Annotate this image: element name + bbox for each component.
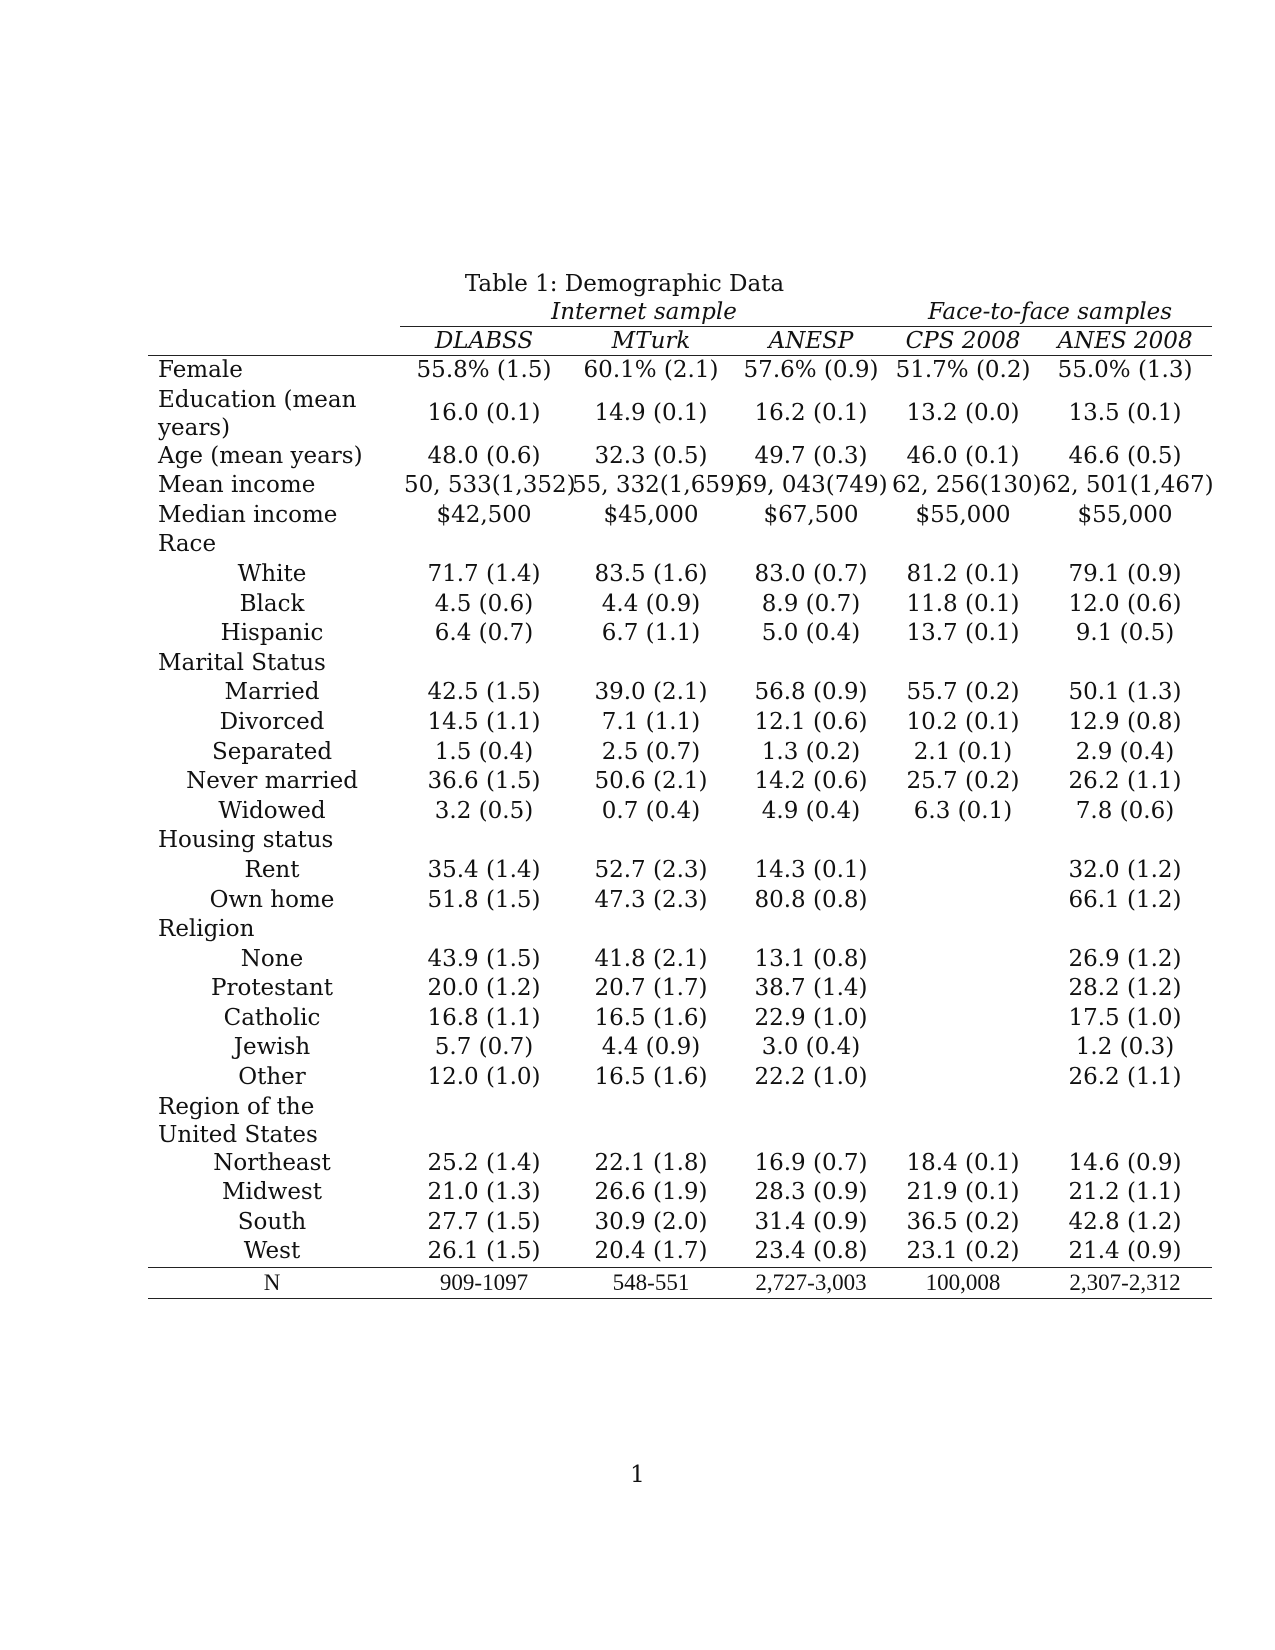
cell-anes-2008: 17.5 (1.0)	[1068, 1004, 1182, 1031]
row-label: Widowed	[218, 797, 326, 824]
cell-dlabss: 71.7 (1.4)	[427, 560, 541, 587]
cell-mturk: 7.1 (1.1)	[601, 708, 701, 735]
cell-anes-2008: 26.2 (1.1)	[1068, 768, 1182, 795]
cell-mturk: 20.7 (1.7)	[594, 975, 708, 1002]
table-row	[148, 1004, 1212, 1034]
cell-dlabss: 20.0 (1.2)	[427, 975, 541, 1002]
row-label: Female	[158, 357, 243, 383]
row-label: Northeast	[213, 1149, 331, 1176]
cell-anes-2008: 14.6 (0.9)	[1068, 1149, 1182, 1176]
table-row	[148, 1178, 1212, 1208]
cell-cps-2008: 18.4 (0.1)	[906, 1149, 1020, 1176]
cell-cps-2008	[888, 1063, 1038, 1093]
cell-anesp: 57.6% (0.9)	[743, 357, 879, 383]
cell-dlabss: 16.8 (1.1)	[427, 1004, 541, 1031]
cell-dlabss	[400, 1093, 568, 1149]
cell-mturk: 39.0 (2.1)	[594, 679, 708, 706]
cell-anesp	[734, 826, 888, 856]
row-label: None	[240, 945, 304, 972]
table-row	[148, 590, 1212, 620]
cell-cps-2008: 23.1 (0.2)	[906, 1238, 1020, 1265]
column-header-cps-2008: CPS 2008	[888, 327, 1038, 356]
cell-mturk: 548-551	[568, 1268, 734, 1299]
cell-cps-2008	[888, 1033, 1038, 1063]
row-label: Marital Status	[158, 649, 326, 676]
cell-anesp: 83.0 (0.7)	[754, 560, 868, 587]
cell-cps-2008: 2.1 (0.1)	[913, 738, 1013, 765]
row-label: Married	[224, 679, 320, 706]
cell-cps-2008	[888, 826, 1038, 856]
cell-anes-2008	[1038, 649, 1212, 679]
cell-cps-2008: 11.8 (0.1)	[906, 590, 1020, 617]
cell-anesp: 8.9 (0.7)	[761, 590, 861, 617]
cell-cps-2008: $55,000	[915, 501, 1011, 528]
cell-dlabss	[400, 915, 568, 945]
table-section-row	[148, 530, 1212, 560]
table-row	[148, 1149, 1212, 1179]
cell-anesp: 14.3 (0.1)	[754, 856, 868, 883]
column-header-anes-2008: ANES 2008	[1038, 327, 1212, 356]
cell-anesp: 14.2 (0.6)	[754, 768, 868, 795]
table-row	[148, 856, 1212, 886]
cell-cps-2008	[888, 1004, 1038, 1034]
cell-anes-2008	[1038, 915, 1212, 945]
table-section-row	[148, 1093, 1212, 1149]
cell-cps-2008	[888, 649, 1038, 679]
cell-anesp: 5.0 (0.4)	[761, 620, 861, 647]
cell-dlabss: 16.0 (0.1)	[427, 399, 541, 426]
group-header-internet: Internet sample	[400, 298, 888, 327]
cell-cps-2008: 36.5 (0.2)	[906, 1208, 1020, 1235]
row-label: Separated	[211, 738, 333, 765]
table-section-row	[148, 649, 1212, 679]
cell-anes-2008: 12.9 (0.8)	[1068, 708, 1182, 735]
cell-anes-2008: 1.2 (0.3)	[1075, 1034, 1175, 1061]
cell-anes-2008	[1038, 826, 1212, 856]
cell-anes-2008: 46.6 (0.5)	[1068, 442, 1182, 469]
cell-anes-2008: 2.9 (0.4)	[1075, 738, 1175, 765]
cell-mturk: 0.7 (0.4)	[601, 797, 701, 824]
cell-dlabss: 55.8% (1.5)	[416, 357, 552, 383]
cell-anesp: 4.9 (0.4)	[761, 797, 861, 824]
cell-anes-2008: 66.1 (1.2)	[1068, 886, 1182, 913]
cell-cps-2008	[888, 530, 1038, 560]
table-row	[148, 678, 1212, 708]
cell-mturk: 83.5 (1.6)	[594, 560, 708, 587]
row-label: Midwest	[222, 1179, 322, 1206]
table-row	[148, 708, 1212, 738]
cell-anes-2008: 79.1 (0.9)	[1068, 560, 1182, 587]
row-label: Jewish	[233, 1034, 311, 1061]
cell-cps-2008: 100,008	[888, 1268, 1038, 1299]
cell-anesp: 3.0 (0.4)	[761, 1034, 861, 1061]
cell-cps-2008: 55.7 (0.2)	[906, 679, 1020, 706]
cell-mturk: 4.4 (0.9)	[601, 590, 701, 617]
cell-dlabss: 36.6 (1.5)	[427, 768, 541, 795]
table-row	[148, 560, 1212, 590]
cell-anes-2008: 42.8 (1.2)	[1068, 1208, 1182, 1235]
row-label: Age (mean years)	[158, 442, 363, 469]
cell-anes-2008: 2,307-2,312	[1038, 1268, 1212, 1299]
cell-anesp: 23.4 (0.8)	[754, 1238, 868, 1265]
cell-mturk: 6.7 (1.1)	[601, 620, 701, 647]
table-row	[148, 1033, 1212, 1063]
cell-dlabss: 43.9 (1.5)	[427, 945, 541, 972]
table-row	[148, 386, 1212, 442]
cell-dlabss: 6.4 (0.7)	[434, 620, 534, 647]
cell-anes-2008: 26.9 (1.2)	[1068, 945, 1182, 972]
table-row	[148, 471, 1212, 501]
cell-cps-2008: 62, 256(130)	[892, 472, 1042, 499]
table-row	[148, 945, 1212, 975]
cell-mturk: $45,000	[603, 501, 699, 528]
row-label: Housing status	[158, 827, 334, 854]
cell-dlabss: 42.5 (1.5)	[427, 679, 541, 706]
table-row	[148, 1208, 1212, 1238]
table-body	[148, 356, 1212, 1299]
demographic-table	[148, 298, 1212, 1299]
cell-anesp: 49.7 (0.3)	[754, 442, 868, 469]
cell-mturk: 22.1 (1.8)	[594, 1149, 708, 1176]
row-label: Rent	[244, 856, 300, 883]
cell-anesp: $67,500	[763, 501, 859, 528]
group-header-blank	[148, 298, 400, 327]
cell-mturk: 2.5 (0.7)	[601, 738, 701, 765]
row-label: Never married	[186, 768, 358, 795]
cell-cps-2008: 46.0 (0.1)	[906, 442, 1020, 469]
cell-anesp	[734, 530, 888, 560]
cell-dlabss	[400, 530, 568, 560]
sample-size-row	[148, 1268, 1212, 1299]
cell-anes-2008: 62, 501(1,467)	[1042, 472, 1214, 499]
cell-anes-2008	[1038, 530, 1212, 560]
cell-anesp	[734, 1093, 888, 1149]
cell-anesp: 2,727-3,003	[734, 1268, 888, 1299]
table-section-row	[148, 826, 1212, 856]
table-caption-text: Table 1: Demographic Data	[464, 271, 785, 297]
cell-anesp: 22.2 (1.0)	[754, 1064, 868, 1091]
row-label: Race	[158, 531, 217, 558]
cell-anes-2008: 13.5 (0.1)	[1068, 399, 1182, 426]
cell-mturk: 41.8 (2.1)	[594, 945, 708, 972]
column-header-row	[148, 327, 1212, 356]
cell-dlabss	[400, 826, 568, 856]
cell-anesp: 38.7 (1.4)	[754, 975, 868, 1002]
row-label: Median income	[158, 501, 338, 528]
cell-cps-2008: 25.7 (0.2)	[906, 768, 1020, 795]
cell-cps-2008	[888, 974, 1038, 1004]
table-row	[148, 974, 1212, 1004]
cell-cps-2008	[888, 915, 1038, 945]
cell-anesp: 1.3 (0.2)	[761, 738, 861, 765]
cell-anes-2008: 28.2 (1.2)	[1068, 975, 1182, 1002]
cell-anes-2008: 50.1 (1.3)	[1068, 679, 1182, 706]
cell-mturk: 4.4 (0.9)	[601, 1034, 701, 1061]
table-row	[148, 797, 1212, 827]
cell-mturk	[568, 1093, 734, 1149]
column-header-blank	[148, 327, 400, 356]
cell-mturk: 60.1% (2.1)	[583, 357, 719, 383]
cell-anesp: 56.8 (0.9)	[754, 679, 868, 706]
cell-mturk	[568, 826, 734, 856]
row-label: White	[237, 560, 307, 587]
cell-anesp: 12.1 (0.6)	[754, 708, 868, 735]
cell-cps-2008	[888, 945, 1038, 975]
cell-dlabss: 48.0 (0.6)	[427, 442, 541, 469]
cell-anes-2008: 21.4 (0.9)	[1068, 1238, 1182, 1265]
cell-dlabss: 26.1 (1.5)	[427, 1238, 541, 1265]
cell-dlabss: 25.2 (1.4)	[427, 1149, 541, 1176]
cell-dlabss: 51.8 (1.5)	[427, 886, 541, 913]
page-number: 1	[630, 1462, 645, 1488]
cell-mturk: 16.5 (1.6)	[594, 1064, 708, 1091]
cell-mturk: 16.5 (1.6)	[594, 1004, 708, 1031]
cell-anes-2008: 55.0% (1.3)	[1057, 357, 1193, 383]
cell-mturk	[568, 649, 734, 679]
table-row	[148, 619, 1212, 649]
table-head	[148, 298, 1212, 356]
column-header-dlabss: DLABSS	[400, 327, 568, 356]
row-label: Other	[238, 1064, 306, 1091]
cell-anesp: 80.8 (0.8)	[754, 886, 868, 913]
cell-cps-2008: 10.2 (0.1)	[906, 708, 1020, 735]
cell-dlabss: 35.4 (1.4)	[427, 856, 541, 883]
row-label: Black	[239, 590, 305, 617]
cell-anes-2008: 7.8 (0.6)	[1075, 797, 1175, 824]
cell-mturk	[568, 915, 734, 945]
table-row	[148, 738, 1212, 768]
cell-anes-2008: 26.2 (1.1)	[1068, 1064, 1182, 1091]
table-row	[148, 886, 1212, 916]
cell-mturk: 30.9 (2.0)	[594, 1208, 708, 1235]
cell-dlabss: 12.0 (1.0)	[427, 1064, 541, 1091]
table-caption	[0, 270, 1275, 298]
group-header-face-to-face: Face-to-face samples	[888, 298, 1212, 327]
cell-mturk	[568, 530, 734, 560]
cell-dlabss: 27.7 (1.5)	[427, 1208, 541, 1235]
cell-anesp: 22.9 (1.0)	[754, 1004, 868, 1031]
cell-dlabss: 5.7 (0.7)	[434, 1034, 534, 1061]
cell-mturk: 52.7 (2.3)	[594, 856, 708, 883]
cell-anesp: 13.1 (0.8)	[754, 945, 868, 972]
cell-cps-2008: 21.9 (0.1)	[906, 1179, 1020, 1206]
cell-cps-2008: 13.7 (0.1)	[906, 620, 1020, 647]
cell-mturk: 20.4 (1.7)	[594, 1238, 708, 1265]
cell-mturk: 14.9 (0.1)	[594, 399, 708, 426]
cell-mturk: 50.6 (2.1)	[594, 768, 708, 795]
cell-dlabss: $42,500	[436, 501, 532, 528]
row-label: Religion	[158, 916, 255, 943]
table-row	[148, 442, 1212, 472]
row-label: Education (mean years)	[158, 386, 357, 441]
cell-cps-2008	[888, 1093, 1038, 1149]
cell-anesp: 69, 043(749)	[738, 472, 888, 499]
table-row	[148, 501, 1212, 531]
cell-anes-2008: 12.0 (0.6)	[1068, 590, 1182, 617]
cell-dlabss: 14.5 (1.1)	[427, 708, 541, 735]
cell-anesp	[734, 915, 888, 945]
group-header-row	[148, 298, 1212, 327]
row-label: Protestant	[211, 975, 333, 1002]
cell-dlabss: 909-1097	[400, 1268, 568, 1299]
cell-mturk: 55, 332(1,659)	[572, 472, 744, 499]
cell-anesp: 28.3 (0.9)	[754, 1179, 868, 1206]
table-row	[148, 1237, 1212, 1267]
cell-cps-2008: 6.3 (0.1)	[913, 797, 1013, 824]
cell-mturk: 26.6 (1.9)	[594, 1179, 708, 1206]
row-label: Catholic	[223, 1004, 321, 1031]
row-label: Mean income	[158, 472, 316, 499]
cell-dlabss: 21.0 (1.3)	[427, 1179, 541, 1206]
cell-cps-2008: 51.7% (0.2)	[895, 357, 1031, 383]
cell-dlabss: 50, 533(1,352)	[404, 472, 576, 499]
table-row	[148, 767, 1212, 797]
cell-anes-2008: 9.1 (0.5)	[1075, 620, 1175, 647]
row-label: N	[148, 1268, 400, 1299]
cell-anesp	[734, 649, 888, 679]
column-header-anesp: ANESP	[734, 327, 888, 356]
column-header-mturk: MTurk	[568, 327, 734, 356]
table-row	[148, 356, 1212, 386]
row-label: Divorced	[219, 708, 325, 735]
cell-cps-2008: 81.2 (0.1)	[906, 560, 1020, 587]
cell-cps-2008: 13.2 (0.0)	[906, 399, 1020, 426]
row-label: West	[243, 1238, 301, 1265]
row-label: Hispanic	[220, 620, 324, 647]
table-row	[148, 1063, 1212, 1093]
cell-anes-2008	[1038, 1093, 1212, 1149]
cell-anesp: 16.9 (0.7)	[754, 1149, 868, 1176]
cell-dlabss: 1.5 (0.4)	[434, 738, 534, 765]
row-label: Own home	[209, 886, 335, 913]
cell-cps-2008	[888, 856, 1038, 886]
row-label: South	[237, 1208, 307, 1235]
cell-dlabss: 3.2 (0.5)	[434, 797, 534, 824]
cell-anesp: 16.2 (0.1)	[754, 399, 868, 426]
cell-mturk: 32.3 (0.5)	[594, 442, 708, 469]
cell-anes-2008: $55,000	[1077, 501, 1173, 528]
row-label: Region of the United States	[158, 1093, 318, 1148]
cell-dlabss	[400, 649, 568, 679]
cell-anes-2008: 21.2 (1.1)	[1068, 1179, 1182, 1206]
cell-dlabss: 4.5 (0.6)	[434, 590, 534, 617]
cell-cps-2008	[888, 886, 1038, 916]
cell-mturk: 47.3 (2.3)	[594, 886, 708, 913]
demographic-table-container	[148, 298, 1212, 1299]
cell-anesp: 31.4 (0.9)	[754, 1208, 868, 1235]
table-section-row	[148, 915, 1212, 945]
cell-anes-2008: 32.0 (1.2)	[1068, 856, 1182, 883]
